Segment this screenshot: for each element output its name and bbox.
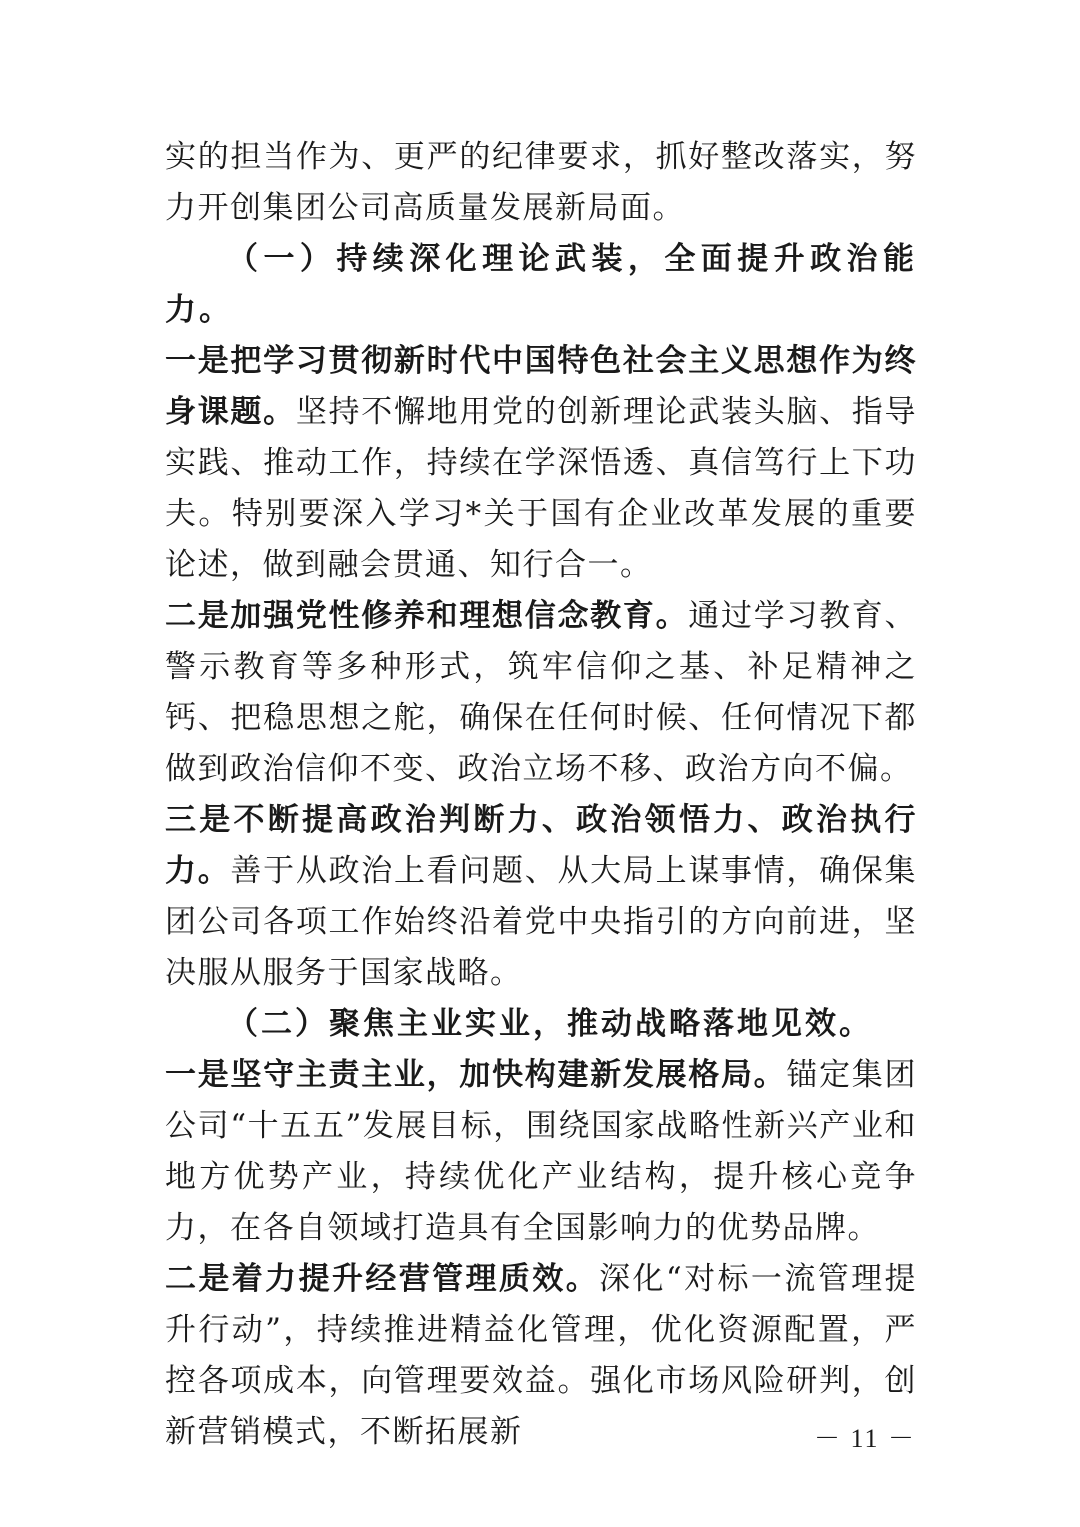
paragraph-body: 锚定集团公司“十五五”发展目标，围绕国家战略性新兴产业和地方优势产业，持续优化产业结构，提升核心竞争力，在各自领域打造具有全国影响力的优势品牌。 xyxy=(165,1057,918,1246)
paragraph-lead: 二是着力提升经营管理质效。 xyxy=(165,1261,600,1297)
paragraph-text: 实的担当作为、更严的纪律要求，抓好整改落实，努力开创集团公司高质量发展新局面。 xyxy=(165,139,917,226)
paragraph-item xyxy=(165,336,917,591)
paragraph-body: 善于从政治上看问题、从大局上谋事情，确保集团公司各项工作始终沿着党中央指引的方向前进，坚决服从服务于国家战略。 xyxy=(165,853,918,991)
paragraph-item xyxy=(165,1050,917,1254)
heading-text: （二）聚焦主业实业，推动战略落地见效。 xyxy=(227,1006,873,1042)
page-number: － 11 － xyxy=(813,1424,916,1453)
paragraph-lead: 一是把学习贯彻新时代中国特色社会主义思想作为终身课题。 xyxy=(165,343,917,430)
paragraph-item xyxy=(165,795,917,999)
paragraph-lead: 一是坚守主责主业，加快构建新发展格局。 xyxy=(165,1057,787,1093)
paragraph-body: 坚持不懈地用党的创新理论武装头脑、指导实践、推动工作，持续在学深悟透、真信笃行上下功夫。特别要深入学习*关于国有企业改革发展的重要论述，做到融会贯通、知行合一。 xyxy=(165,394,918,583)
paragraph-lead: 二是加强党性修养和理想信念教育。 xyxy=(165,598,689,634)
paragraph-body: 深化“对标一流管理提升行动”，持续推进精益化管理，优化资源配置，严控各项成本，向管理要效益。强化市场风险研判，创新营销模式，不断拓展新 xyxy=(165,1261,917,1450)
paragraph-item xyxy=(165,1254,917,1458)
heading-text: （一）持续深化理论武装，全面提升政治能力。 xyxy=(165,241,917,328)
paragraph-item xyxy=(165,591,917,795)
section-heading-1 xyxy=(165,234,917,336)
document-body xyxy=(165,132,917,1458)
paragraph-body: 通过学习教育、警示教育等多种形式，筑牢信仰之基、补足精神之钙、把稳思想之舵，确保在任何时候、任何情况下都做到政治信仰不变、政治立场不移、政治方向不偏。 xyxy=(165,598,918,787)
paragraph-continuation xyxy=(165,132,917,234)
paragraph-lead: 三是不断提高政治判断力、政治领悟力、政治执行力。 xyxy=(165,802,917,889)
section-heading-2 xyxy=(165,999,917,1050)
